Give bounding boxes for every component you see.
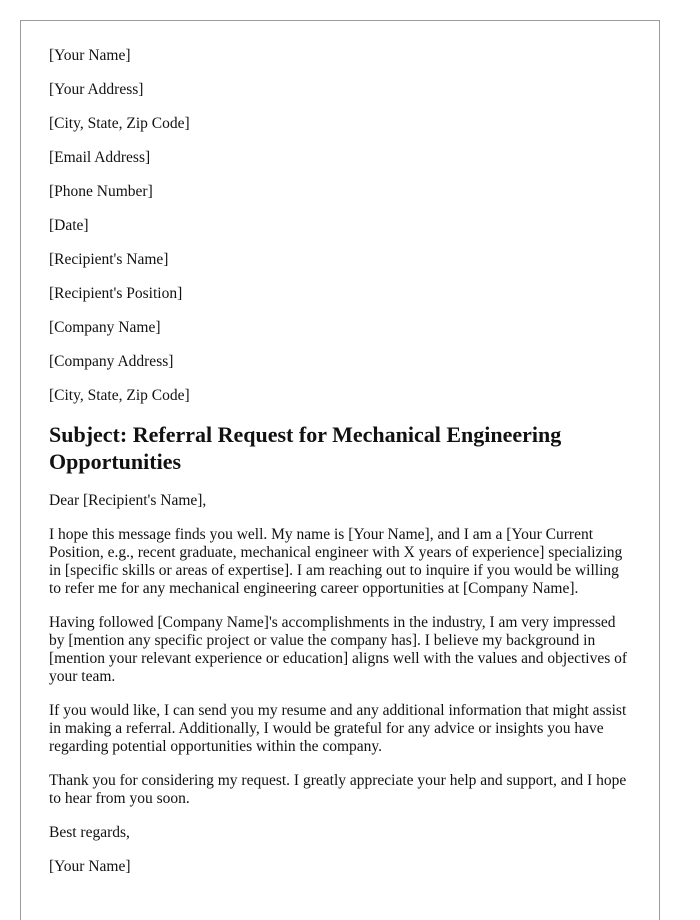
sender-name: [Your Name] — [49, 47, 131, 64]
sender-address: [Your Address] — [49, 81, 144, 98]
letter-page — [20, 20, 660, 920]
recipient-company-address: [Company Address] — [49, 353, 174, 370]
recipient-city-state-zip: [City, State, Zip Code] — [49, 387, 190, 404]
sender-phone: [Phone Number] — [49, 183, 153, 200]
body-paragraph-2: Having followed [Company Name]'s accomplishments in the industry, I am very impressed by [mention any specific project or value the company has]. I believe my background in [mention your relevant experience or education] aligns well with the values and objectives of your team. — [49, 614, 628, 685]
sender-city-state-zip: [City, State, Zip Code] — [49, 115, 190, 132]
letter-subject: Subject: Referral Request for Mechanical Engineering Opportunities — [49, 422, 562, 474]
body-paragraph-1: I hope this message finds you well. My name is [Your Name], and I am a [Your Current Position, e.g., recent graduate, mechanical engineer with X years of experience] specializing in [specific skills or areas of expertise]. I am reaching out to inquire if you would be willing to refer me for any mechanical engineering career opportunities at [Company Name]. — [49, 526, 623, 597]
body-paragraph-3: If you would like, I can send you my resume and any additional information that might assist in making a referral. Additionally, I would be grateful for any advice or insights you have regarding potential opportunities within the company. — [49, 702, 627, 755]
recipient-position: [Recipient's Position] — [49, 285, 183, 302]
letter-date: [Date] — [49, 217, 89, 234]
letter-signature: [Your Name] — [49, 858, 131, 875]
letter-greeting: Dear [Recipient's Name], — [49, 492, 207, 509]
letter-closing: Best regards, — [49, 824, 130, 841]
body-paragraph-4: Thank you for considering my request. I greatly appreciate your help and support, and I hope to hear from you soon. — [49, 772, 627, 807]
recipient-company: [Company Name] — [49, 319, 161, 336]
sender-email: [Email Address] — [49, 149, 151, 166]
recipient-name: [Recipient's Name] — [49, 251, 169, 268]
